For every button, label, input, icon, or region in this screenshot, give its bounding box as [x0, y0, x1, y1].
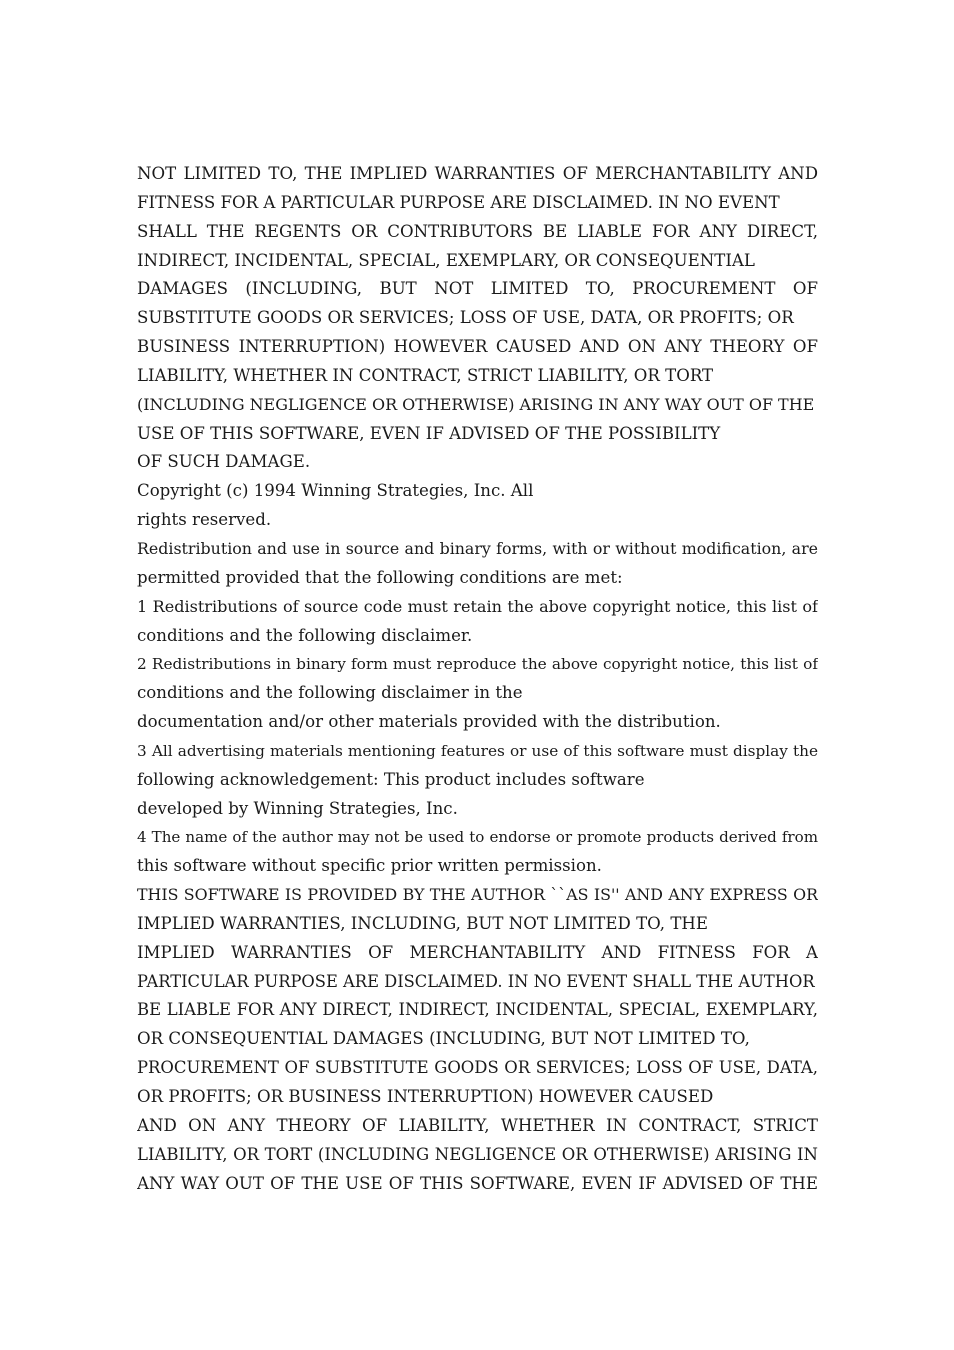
paragraph-condition-1 [137, 593, 818, 651]
text-line: 3 All advertising materials mentioning features or use of this software must display the [137, 741, 818, 760]
text-line: conditions and the following disclaimer. [137, 625, 473, 645]
text-line: developed by Winning Strategies, Inc. [137, 798, 458, 818]
paragraph-copyright [137, 477, 818, 535]
text-line: PROCUREMENT OF SUBSTITUTE GOODS OR SERVICES; LOSS OF USE, DATA, [137, 1058, 818, 1078]
paragraph-condition-4 [137, 823, 818, 881]
text-line: NOT LIMITED TO, THE IMPLIED WARRANTIES OF MERCHANTABILITY AND [137, 164, 818, 183]
text-line: following acknowledgement: This product includes software [137, 769, 645, 789]
text-line: LIABILITY, OR TORT (INCLUDING NEGLIGENCE OR OTHERWISE) ARISING IN [137, 1144, 818, 1164]
text-line: BE LIABLE FOR ANY DIRECT, INDIRECT, INCIDENTAL, SPECIAL, EXEMPLARY, [137, 1000, 818, 1020]
text-line: conditions and the following disclaimer in the [137, 683, 523, 703]
text-line: SUBSTITUTE GOODS OR SERVICES; LOSS OF USE, DATA, OR PROFITS; OR [137, 308, 794, 328]
text-line: DAMAGES (INCLUDING, BUT NOT LIMITED TO, PROCUREMENT OF [137, 279, 818, 299]
text-line: OR CONSEQUENTIAL DAMAGES (INCLUDING, BUT NOT LIMITED TO, [137, 1029, 750, 1049]
document-body [137, 160, 818, 1198]
text-line: AND ON ANY THEORY OF LIABILITY, WHETHER IN CONTRACT, STRICT [137, 1115, 818, 1135]
text-line: LIABILITY, WHETHER IN CONTRACT, STRICT LIABILITY, OR TORT [137, 365, 714, 385]
text-line: INDIRECT, INCIDENTAL, SPECIAL, EXEMPLARY, OR CONSEQUENTIAL [137, 250, 755, 270]
text-line: Copyright (c) 1994 Winning Strategies, Inc. All [137, 481, 534, 501]
text-line: OF SUCH DAMAGE. [137, 452, 311, 472]
paragraph-condition-3 [137, 737, 818, 824]
text-line: BUSINESS INTERRUPTION) HOWEVER CAUSED AND ON ANY THEORY OF [137, 337, 818, 357]
paragraph-redistribution-intro [137, 535, 818, 593]
text-line: IMPLIED WARRANTIES OF MERCHANTABILITY AND FITNESS FOR A [137, 942, 818, 962]
text-line: IMPLIED WARRANTIES, INCLUDING, BUT NOT LIMITED TO, THE [137, 913, 708, 933]
paragraph-condition-2 [137, 650, 818, 737]
text-line: OR PROFITS; OR BUSINESS INTERRUPTION) HOWEVER CAUSED [137, 1087, 714, 1106]
text-line: (INCLUDING NEGLIGENCE OR OTHERWISE) ARISING IN ANY WAY OUT OF THE [137, 394, 815, 414]
text-line: this software without specific prior written permission. [137, 856, 602, 876]
text-line: 2 Redistributions in binary form must reproduce the above copyright notice, this list of [137, 655, 818, 674]
text-line: SHALL THE REGENTS OR CONTRIBUTORS BE LIABLE FOR ANY DIRECT, [137, 221, 818, 241]
text-line: PARTICULAR PURPOSE ARE DISCLAIMED. IN NO EVENT SHALL THE AUTHOR [137, 971, 815, 991]
text-line: ANY WAY OUT OF THE USE OF THIS SOFTWARE, EVEN IF ADVISED OF THE [137, 1173, 818, 1193]
text-line: Redistribution and use in source and binary forms, with or without modification, are [137, 538, 818, 558]
text-line: rights reserved. [137, 510, 272, 530]
text-line: FITNESS FOR A PARTICULAR PURPOSE ARE DISCLAIMED. IN NO EVENT [137, 192, 780, 212]
text-line: 1 Redistributions of source code must retain the above copyright notice, this list of [137, 596, 818, 616]
paragraph-warranty-disclaimer [137, 881, 818, 1198]
text-line: 4 The name of the author may not be used to endorse or promote products derived from [137, 828, 818, 847]
text-line: THIS SOFTWARE IS PROVIDED BY THE AUTHOR ``AS IS'' AND ANY EXPRESS OR [137, 885, 818, 905]
text-line: USE OF THIS SOFTWARE, EVEN IF ADVISED OF THE POSSIBILITY [137, 423, 721, 443]
text-line: permitted provided that the following conditions are met: [137, 567, 623, 587]
text-line: documentation and/or other materials provided with the distribution. [137, 712, 721, 732]
paragraph-disclaimer-continued [137, 160, 818, 477]
